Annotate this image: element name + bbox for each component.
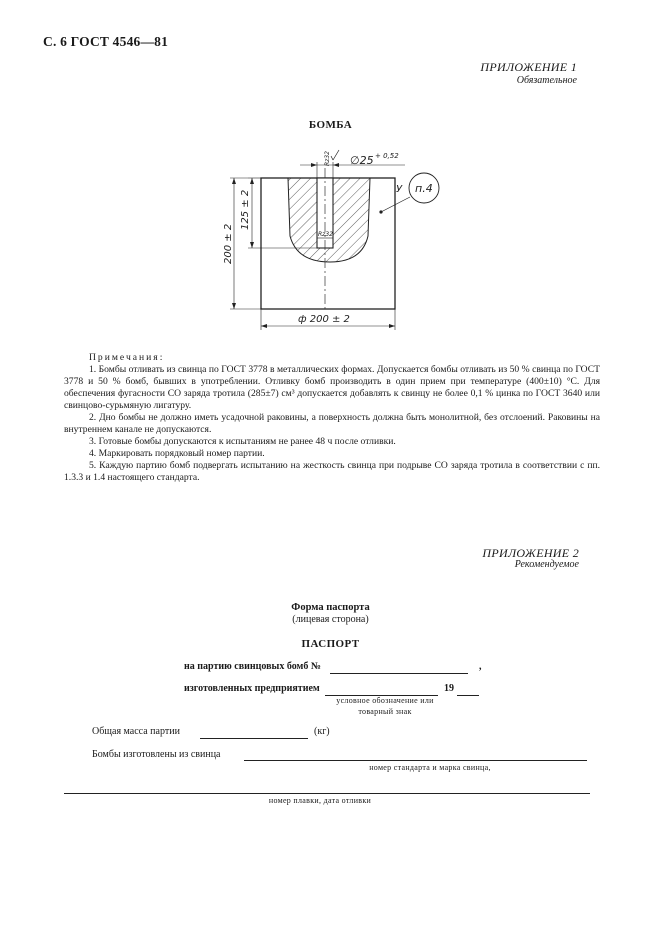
callout-label: п.4 <box>415 182 433 195</box>
batch-comma: , <box>479 661 482 672</box>
year-field[interactable] <box>457 695 479 696</box>
appendix-1-status: Обязательное <box>516 75 577 86</box>
heat-date-field[interactable] <box>64 793 590 794</box>
note-item: 1. Бомбы отливать из свинца по ГОСТ 3778 в металлических формах. Допускается бомбы отливать из 50 % свинца по ГОСТ 3778 и 50 % бомб, бывших в употреблении. Отливку бомб производить в один прием при температуре (400±10) °С. Для обеспечения фугасности СО заряда тротила (285±7) см³ допускается добавлять к свинцу не более 0,1 % цинка по ГОСТ 3640 или свинцово-сурьмяную лигатуру. <box>64 364 600 411</box>
form-title: Форма паспорта <box>291 602 370 613</box>
mass-field[interactable] <box>200 738 308 739</box>
channel-depth-label: 125 ± 2 <box>240 189 251 230</box>
form-subtitle: (лицевая сторона) <box>292 614 369 625</box>
maker-caption-2: товарный знак <box>358 707 412 716</box>
bomb-drawing <box>200 140 440 340</box>
note-item: 2. Дно бомбы не должно иметь усадочной раковины, а поверхность должна быть монолитной, без отслоений. Раковины на внутреннем канале не допускаются. <box>64 412 600 435</box>
appendix-2-status: Рекомендуемое <box>514 559 579 570</box>
figure-title: БОМБА <box>308 119 353 131</box>
mass-unit: (кг) <box>314 726 330 737</box>
maker-caption-1: условное обозначение или <box>336 696 434 705</box>
roughness-general: У <box>396 184 403 195</box>
maker-label: изготовленных предприятием <box>184 683 320 694</box>
note-item: 5. Каждую партию бомб подвергать испытанию на жесткость свинца при подрыве СО заряда тротила в соответствии с пп. 1.3.3 и 1.4 настоящего стандарта. <box>64 460 600 483</box>
lead-field[interactable] <box>244 760 587 761</box>
notes-block <box>64 352 600 484</box>
appendix-1-title: ПРИЛОЖЕНИЕ 1 <box>480 60 577 74</box>
batch-number-field[interactable] <box>330 673 468 674</box>
width-label: ф 200 ± 2 <box>298 314 350 325</box>
notes-heading: Примечания: <box>89 352 165 363</box>
note-item: 4. Маркировать порядковый номер партии. <box>89 448 265 459</box>
appendix-2-title: ПРИЛОЖЕНИЕ 2 <box>482 546 579 560</box>
batch-label: на партию свинцовых бомб № <box>184 661 321 672</box>
note-item: 3. Готовые бомбы допускаются к испытаниям не ранее 48 ч после отливки. <box>89 436 396 447</box>
lead-label: Бомбы изготовлены из свинца <box>92 749 221 760</box>
bottom-caption: номер плавки, дата отливки <box>268 796 372 805</box>
mass-label: Общая масса партии <box>92 726 180 737</box>
passport-title: ПАСПОРТ <box>301 638 360 650</box>
top-diameter-label: ∅25 <box>350 154 374 167</box>
top-diameter-tolerance: + 0,52 <box>375 152 399 160</box>
page-header: С. 6 ГОСТ 4546—81 <box>43 34 169 49</box>
height-label: 200 ± 2 <box>223 223 234 264</box>
roughness-top: Rz32 <box>324 151 331 166</box>
year-prefix: 19 <box>444 683 454 694</box>
lead-caption: номер стандарта и марка свинца, <box>369 763 491 772</box>
roughness-bottom: Rz32 <box>318 231 333 238</box>
